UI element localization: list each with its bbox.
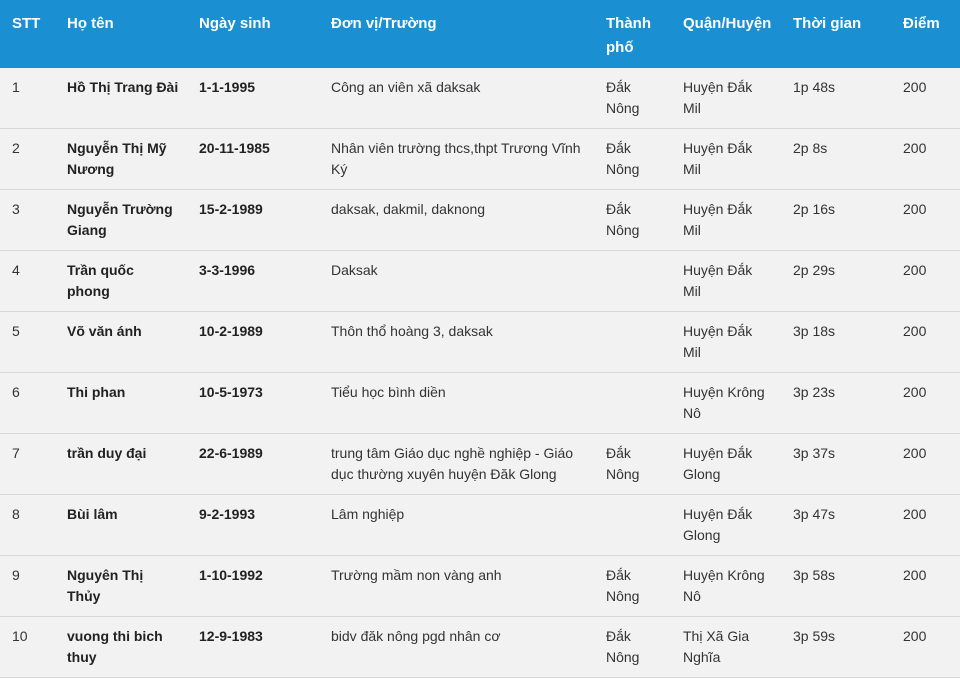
cell-dob: 22-6-1989 (187, 434, 319, 495)
cell-city: Đắk Nông (594, 190, 671, 251)
cell-name: Thi phan (55, 373, 187, 434)
table-row (0, 495, 960, 556)
cell-time: 3p 58s (781, 556, 891, 617)
cell-org: Trường mầm non vàng anh (319, 556, 594, 617)
cell-stt: 6 (0, 373, 55, 434)
cell-city (594, 251, 671, 312)
cell-dob: 3-3-1996 (187, 251, 319, 312)
table-row (0, 129, 960, 190)
cell-stt: 4 (0, 251, 55, 312)
cell-dob: 20-11-1985 (187, 129, 319, 190)
cell-city (594, 373, 671, 434)
cell-time: 2p 8s (781, 129, 891, 190)
header-name: Họ tên (67, 15, 114, 32)
cell-city: Đắk Nông (594, 556, 671, 617)
cell-org: bidv đăk nông pgd nhân cơ (319, 617, 594, 678)
table-row (0, 190, 960, 251)
cell-org: daksak, dakmil, daknong (319, 190, 594, 251)
cell-name: Võ văn ánh (55, 312, 187, 373)
cell-score: 200 (891, 556, 960, 617)
cell-score: 200 (891, 373, 960, 434)
header-city: Thành phố (606, 15, 651, 56)
cell-stt: 8 (0, 495, 55, 556)
cell-stt: 10 (0, 617, 55, 678)
table-header-row (0, 0, 960, 68)
cell-city (594, 495, 671, 556)
cell-org: Thôn thổ hoàng 3, daksak (319, 312, 594, 373)
table-row (0, 312, 960, 373)
header-stt: STT (12, 15, 41, 32)
cell-stt: 5 (0, 312, 55, 373)
cell-dob: 10-2-1989 (187, 312, 319, 373)
cell-district: Huyện Đắk Glong (671, 495, 781, 556)
cell-stt: 9 (0, 556, 55, 617)
cell-city: Đắk Nông (594, 434, 671, 495)
cell-score: 200 (891, 434, 960, 495)
cell-district: Thị Xã Gia Nghĩa (671, 617, 781, 678)
cell-name: Nguyễn Thị Mỹ Nương (55, 129, 187, 190)
header-score: Điểm (903, 15, 940, 32)
cell-dob: 10-5-1973 (187, 373, 319, 434)
cell-score: 200 (891, 251, 960, 312)
cell-time: 3p 23s (781, 373, 891, 434)
cell-district: Huyện Đắk Mil (671, 190, 781, 251)
cell-score: 200 (891, 68, 960, 129)
cell-time: 3p 59s (781, 617, 891, 678)
cell-org: Nhân viên trường thcs,thpt Trương Vĩnh Ký (319, 129, 594, 190)
cell-name: vuong thi bich thuy (55, 617, 187, 678)
header-district: Quận/Huyện (683, 15, 772, 32)
cell-org: Công an viên xã daksak (319, 68, 594, 129)
cell-city (594, 312, 671, 373)
cell-name: Bùi lâm (55, 495, 187, 556)
cell-district: Huyện Đắk Mil (671, 129, 781, 190)
table-row (0, 434, 960, 495)
cell-score: 200 (891, 312, 960, 373)
cell-district: Huyện Krông Nô (671, 556, 781, 617)
cell-time: 3p 18s (781, 312, 891, 373)
cell-score: 200 (891, 129, 960, 190)
cell-score: 200 (891, 617, 960, 678)
cell-district: Huyện Đắk Mil (671, 251, 781, 312)
cell-name: Nguyên Thị Thủy (55, 556, 187, 617)
cell-name: Trần quốc phong (55, 251, 187, 312)
header-dob: Ngày sinh (199, 15, 271, 32)
cell-dob: 1-1-1995 (187, 68, 319, 129)
cell-city: Đắk Nông (594, 129, 671, 190)
table-row (0, 556, 960, 617)
header-time: Thời gian (793, 15, 862, 32)
header-org: Đơn vị/Trường (331, 15, 437, 32)
cell-name: trần duy đại (55, 434, 187, 495)
cell-org: Lâm nghiệp (319, 495, 594, 556)
cell-stt: 1 (0, 68, 55, 129)
cell-time: 3p 37s (781, 434, 891, 495)
cell-district: Huyện Đắk Mil (671, 312, 781, 373)
cell-dob: 15-2-1989 (187, 190, 319, 251)
cell-city: Đắk Nông (594, 617, 671, 678)
table-row (0, 617, 960, 678)
cell-dob: 9-2-1993 (187, 495, 319, 556)
cell-city: Đắk Nông (594, 68, 671, 129)
cell-district: Huyện Đắk Glong (671, 434, 781, 495)
cell-district: Huyện Đắk Mil (671, 68, 781, 129)
cell-time: 2p 16s (781, 190, 891, 251)
cell-stt: 2 (0, 129, 55, 190)
cell-time: 2p 29s (781, 251, 891, 312)
cell-org: trung tâm Giáo dục nghề nghiệp - Giáo dục thường xuyên huyện Đăk Glong (319, 434, 594, 495)
cell-dob: 12-9-1983 (187, 617, 319, 678)
table-row (0, 68, 960, 129)
cell-stt: 3 (0, 190, 55, 251)
cell-score: 200 (891, 190, 960, 251)
cell-time: 1p 48s (781, 68, 891, 129)
cell-org: Daksak (319, 251, 594, 312)
cell-name: Hồ Thị Trang Đài (55, 68, 187, 129)
cell-score: 200 (891, 495, 960, 556)
cell-name: Nguyễn Trường Giang (55, 190, 187, 251)
cell-time: 3p 47s (781, 495, 891, 556)
cell-dob: 1-10-1992 (187, 556, 319, 617)
table-row (0, 251, 960, 312)
table-row (0, 373, 960, 434)
cell-district: Huyện Krông Nô (671, 373, 781, 434)
cell-org: Tiểu học bình diền (319, 373, 594, 434)
cell-stt: 7 (0, 434, 55, 495)
